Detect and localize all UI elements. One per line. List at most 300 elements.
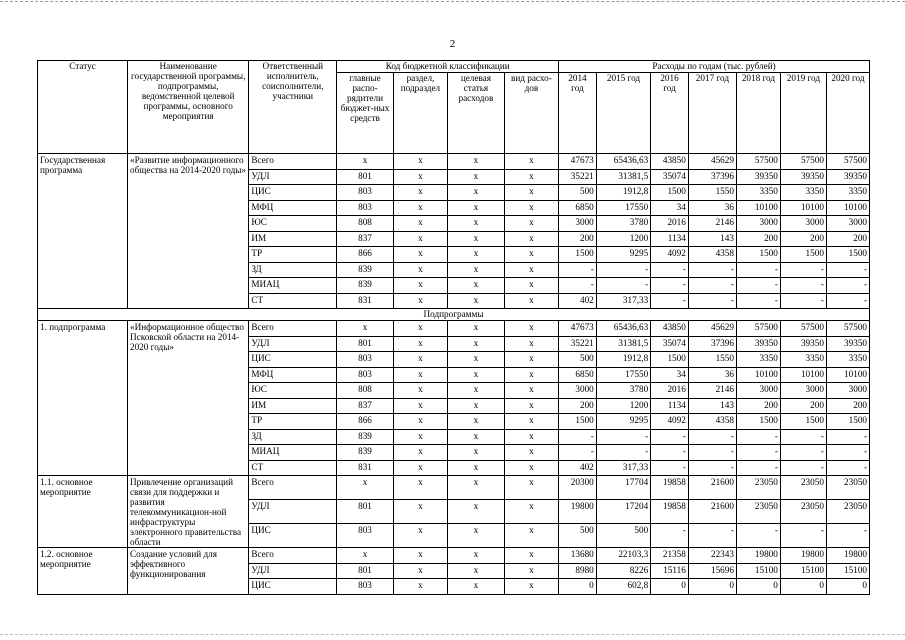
cell-code: x [504, 445, 558, 461]
cell-amount: 65436,63 [596, 321, 650, 337]
cell-executor: ЮС [249, 216, 337, 232]
cell-amount: 13680 [559, 548, 597, 564]
cell-amount: 200 [559, 231, 597, 247]
header-year: 2020 год [826, 73, 869, 154]
cell-amount: 19858 [651, 500, 689, 524]
cell-code: x [504, 352, 558, 368]
cell-executor: МИАЦ [249, 445, 337, 461]
section-row [38, 309, 870, 321]
row-status: 1.2. основное мероприятие [38, 548, 128, 595]
cell-code: x [393, 293, 447, 309]
cell-executor: ТР [249, 247, 337, 263]
cell-amount: 23050 [826, 476, 869, 500]
cell-code: x [504, 200, 558, 216]
cell-code: x [393, 247, 447, 263]
cell-executor: ИМ [249, 231, 337, 247]
row-program-name: Привлечение организаций связи для поддержки и развития телекоммуникацион-ной инфраструктуры электронного правительства области [127, 476, 248, 548]
cell-amount: 57500 [736, 154, 780, 170]
table-row [38, 154, 870, 170]
cell-amount: 602,8 [596, 579, 650, 595]
cell-code: x [504, 383, 558, 399]
cell-code: x [337, 154, 394, 170]
cell-executor: Всего [249, 476, 337, 500]
cell-amount: 3350 [826, 185, 869, 201]
cell-amount: 17704 [596, 476, 650, 500]
cell-amount: 23050 [736, 500, 780, 524]
cell-amount: 37396 [688, 169, 736, 185]
section-subprograms: Подпрограммы [38, 309, 870, 321]
cell-amount: 4358 [688, 247, 736, 263]
row-status: 1. подпрограмма [38, 321, 128, 476]
cell-amount: 2146 [688, 216, 736, 232]
cell-amount: 3000 [780, 383, 826, 399]
cell-code: x [393, 445, 447, 461]
cell-amount: 31381,5 [596, 336, 650, 352]
cell-amount: 43850 [651, 321, 689, 337]
cell-amount: - [780, 262, 826, 278]
cell-executor: ИМ [249, 398, 337, 414]
cell-amount: 10100 [780, 367, 826, 383]
cell-code: x [393, 383, 447, 399]
cell-code: x [393, 500, 447, 524]
cell-amount: 3000 [559, 216, 597, 232]
table-row [38, 476, 870, 500]
cell-amount: - [688, 429, 736, 445]
row-program-name: «Развитие информационного общества на 2014-2020 годы» [127, 154, 248, 309]
cell-code: x [504, 476, 558, 500]
header-name: Наименование государственной программы, подпрограммы, ведомственной целевой программы, основного мероприятия [127, 61, 248, 154]
cell-executor: Всего [249, 548, 337, 564]
cell-amount: 1200 [596, 231, 650, 247]
cell-code: x [504, 460, 558, 476]
cell-amount: 200 [780, 398, 826, 414]
cell-code: x [504, 216, 558, 232]
cell-code: x [337, 548, 394, 564]
cell-code: 839 [337, 445, 394, 461]
cell-code: x [504, 579, 558, 595]
cell-amount: 17550 [596, 367, 650, 383]
cell-amount: 10100 [780, 200, 826, 216]
cell-code: 808 [337, 383, 394, 399]
cell-amount: 1500 [736, 414, 780, 430]
cell-code: x [504, 247, 558, 263]
cell-amount: 65436,63 [596, 154, 650, 170]
cell-amount: 57500 [736, 321, 780, 337]
cell-amount: 1500 [826, 414, 869, 430]
cell-amount: 35074 [651, 336, 689, 352]
cell-amount: 200 [826, 398, 869, 414]
cell-amount: 1200 [596, 398, 650, 414]
cell-amount: 15116 [651, 563, 689, 579]
cell-amount: 3000 [559, 383, 597, 399]
cell-amount: 23050 [780, 476, 826, 500]
cell-code: x [393, 563, 447, 579]
cell-code: x [448, 524, 505, 548]
cell-amount: - [651, 524, 689, 548]
cell-amount: - [559, 445, 597, 461]
cell-code: 803 [337, 200, 394, 216]
cell-amount: 402 [559, 460, 597, 476]
cell-amount: 0 [559, 579, 597, 595]
cell-amount: 10100 [736, 200, 780, 216]
cell-code: x [393, 367, 447, 383]
cell-amount: - [688, 293, 736, 309]
cell-amount: - [826, 278, 869, 294]
cell-code: x [448, 579, 505, 595]
cell-amount: 500 [596, 524, 650, 548]
cell-amount: 3350 [736, 185, 780, 201]
cell-code: x [448, 247, 505, 263]
cell-amount: 3000 [826, 216, 869, 232]
page-number: 2 [449, 38, 456, 50]
row-program-name: Создание условий для эффективного функционирования [127, 548, 248, 595]
cell-code: 839 [337, 262, 394, 278]
cell-executor: Всего [249, 154, 337, 170]
cell-amount: 1500 [826, 247, 869, 263]
cell-amount: 3780 [596, 383, 650, 399]
cell-executor: СТ [249, 293, 337, 309]
cell-code: x [448, 476, 505, 500]
cell-executor: ЦИС [249, 579, 337, 595]
cell-amount: 57500 [826, 321, 869, 337]
cell-amount: 1500 [651, 185, 689, 201]
cell-amount: - [826, 429, 869, 445]
cell-amount: - [559, 262, 597, 278]
cell-amount: 3350 [780, 352, 826, 368]
cell-amount: 21358 [651, 548, 689, 564]
cell-executor: МФЦ [249, 367, 337, 383]
cell-amount: 36 [688, 367, 736, 383]
cell-code: x [393, 154, 447, 170]
cell-amount: 1500 [651, 352, 689, 368]
cell-amount: 10100 [826, 367, 869, 383]
cell-amount: 10100 [736, 367, 780, 383]
cell-amount: - [596, 445, 650, 461]
cell-executor: МФЦ [249, 200, 337, 216]
cell-amount: 22103,3 [596, 548, 650, 564]
cell-code: x [393, 321, 447, 337]
cell-amount: - [736, 445, 780, 461]
cell-amount: 4092 [651, 414, 689, 430]
cell-code: x [393, 524, 447, 548]
cell-amount: 1500 [780, 247, 826, 263]
cell-code: x [504, 321, 558, 337]
cell-amount: 17550 [596, 200, 650, 216]
cell-amount: 500 [559, 524, 597, 548]
cell-executor: ЮС [249, 383, 337, 399]
cell-amount: - [559, 429, 597, 445]
row-status: Государственная программа [38, 154, 128, 309]
cell-code: x [448, 398, 505, 414]
cell-amount: 317,33 [596, 293, 650, 309]
header-code-col: целевая статья расходов [448, 73, 505, 154]
cell-amount: 200 [780, 231, 826, 247]
cell-code: x [393, 169, 447, 185]
cell-code: x [393, 414, 447, 430]
cell-code: x [504, 231, 558, 247]
cell-amount: 0 [736, 579, 780, 595]
cell-amount: - [826, 293, 869, 309]
cell-executor: УДЛ [249, 169, 337, 185]
cell-code: x [504, 563, 558, 579]
cell-amount: - [596, 262, 650, 278]
cell-code: x [393, 336, 447, 352]
cell-executor: СТ [249, 460, 337, 476]
cell-amount: 317,33 [596, 460, 650, 476]
cell-code: x [448, 231, 505, 247]
cell-code: x [337, 476, 394, 500]
cell-code: x [393, 278, 447, 294]
cell-executor: УДЛ [249, 500, 337, 524]
cell-amount: - [780, 460, 826, 476]
cell-amount: 1134 [651, 398, 689, 414]
header-budget-code: Код бюджетной классификации [337, 61, 559, 73]
header-year: 2019 год [780, 73, 826, 154]
cell-code: 803 [337, 579, 394, 595]
cell-code: x [393, 460, 447, 476]
cell-amount: 3000 [736, 383, 780, 399]
cell-amount: 19800 [780, 548, 826, 564]
cell-amount: 200 [736, 398, 780, 414]
cell-executor: МИАЦ [249, 278, 337, 294]
cell-amount: 1550 [688, 352, 736, 368]
cell-amount: 1912,8 [596, 185, 650, 201]
cell-amount: 34 [651, 367, 689, 383]
cell-code: x [504, 293, 558, 309]
cell-amount: 3000 [736, 216, 780, 232]
cell-amount: 57500 [826, 154, 869, 170]
budget-table [37, 60, 870, 595]
row-program-name: «Информационное общество Псковской области на 2014-2020 годы» [127, 321, 248, 476]
cell-amount: 31381,5 [596, 169, 650, 185]
cell-amount: - [651, 460, 689, 476]
cell-amount: 45629 [688, 154, 736, 170]
cell-code: x [393, 200, 447, 216]
cell-code: 831 [337, 293, 394, 309]
cell-code: x [504, 398, 558, 414]
cell-amount: 3000 [780, 216, 826, 232]
cell-code: x [448, 563, 505, 579]
cell-amount: 43850 [651, 154, 689, 170]
cell-amount: 1912,8 [596, 352, 650, 368]
cell-code: 839 [337, 429, 394, 445]
cell-code: 803 [337, 367, 394, 383]
cell-amount: - [736, 460, 780, 476]
cell-amount: - [596, 278, 650, 294]
cell-amount: - [736, 278, 780, 294]
cell-amount: 2146 [688, 383, 736, 399]
scan-edge-top [0, 1, 905, 2]
cell-amount: 19858 [651, 476, 689, 500]
cell-code: x [448, 460, 505, 476]
cell-amount: 3350 [736, 352, 780, 368]
cell-amount: 1134 [651, 231, 689, 247]
header-year: 2014 год [559, 73, 597, 154]
cell-amount: - [651, 429, 689, 445]
cell-executor: ЦИС [249, 524, 337, 548]
cell-executor: ЗД [249, 262, 337, 278]
cell-code: 803 [337, 352, 394, 368]
cell-amount: 200 [826, 231, 869, 247]
cell-code: 839 [337, 278, 394, 294]
header-year: 2015 год [596, 73, 650, 154]
cell-amount: 9295 [596, 247, 650, 263]
cell-code: x [393, 352, 447, 368]
cell-amount: 1500 [736, 247, 780, 263]
cell-amount: 15100 [780, 563, 826, 579]
cell-executor: ЦИС [249, 352, 337, 368]
cell-amount: - [596, 429, 650, 445]
cell-code: x [448, 548, 505, 564]
cell-amount: 39350 [780, 169, 826, 185]
cell-amount: 35221 [559, 169, 597, 185]
cell-amount: 3350 [826, 352, 869, 368]
cell-code: x [504, 414, 558, 430]
cell-amount: 10100 [826, 200, 869, 216]
cell-amount: 39350 [780, 336, 826, 352]
table-row [38, 548, 870, 564]
cell-amount: 6850 [559, 200, 597, 216]
cell-executor: ТР [249, 414, 337, 430]
cell-amount: 19800 [559, 500, 597, 524]
cell-amount: 0 [780, 579, 826, 595]
cell-code: x [393, 548, 447, 564]
cell-amount: 15100 [826, 563, 869, 579]
cell-amount: 4092 [651, 247, 689, 263]
cell-executor: УДЛ [249, 563, 337, 579]
cell-amount: 19800 [736, 548, 780, 564]
cell-amount: 45629 [688, 321, 736, 337]
cell-amount: 39350 [826, 169, 869, 185]
cell-amount: 36 [688, 200, 736, 216]
scan-edge-bottom [0, 634, 905, 635]
header-code-col: главные распо-рядители бюджет-ных средств [337, 73, 394, 154]
cell-amount: 39350 [736, 336, 780, 352]
cell-amount: 143 [688, 231, 736, 247]
cell-executor: ЦИС [249, 185, 337, 201]
cell-code: x [448, 321, 505, 337]
cell-code: 837 [337, 231, 394, 247]
cell-amount: 15100 [736, 563, 780, 579]
cell-amount: - [651, 262, 689, 278]
cell-amount: 22343 [688, 548, 736, 564]
cell-amount: - [826, 460, 869, 476]
cell-amount: - [780, 524, 826, 548]
cell-amount: - [688, 460, 736, 476]
cell-amount: 0 [688, 579, 736, 595]
cell-code: x [448, 429, 505, 445]
cell-amount: 15696 [688, 563, 736, 579]
cell-code: x [448, 154, 505, 170]
header-status: Статус [38, 61, 128, 154]
table-row [38, 321, 870, 337]
row-status: 1.1. основное мероприятие [38, 476, 128, 548]
cell-amount: - [826, 524, 869, 548]
cell-code: 801 [337, 563, 394, 579]
header-year: 2017 год [688, 73, 736, 154]
cell-code: x [448, 383, 505, 399]
cell-amount: 21600 [688, 500, 736, 524]
cell-amount: 500 [559, 352, 597, 368]
cell-amount: 47673 [559, 154, 597, 170]
cell-amount: - [651, 445, 689, 461]
cell-code: x [448, 352, 505, 368]
cell-code: 803 [337, 185, 394, 201]
cell-code: x [504, 336, 558, 352]
cell-code: 831 [337, 460, 394, 476]
cell-executor: УДЛ [249, 336, 337, 352]
header-year: 2018 год [736, 73, 780, 154]
header-executor: Ответственный исполнитель, соисполнители, участники [249, 61, 337, 154]
cell-code: x [393, 231, 447, 247]
cell-amount: 1500 [559, 414, 597, 430]
cell-code: x [393, 476, 447, 500]
cell-amount: - [651, 278, 689, 294]
cell-amount: 34 [651, 200, 689, 216]
cell-amount: - [780, 293, 826, 309]
cell-amount: 20300 [559, 476, 597, 500]
cell-amount: 6850 [559, 367, 597, 383]
cell-amount: 37396 [688, 336, 736, 352]
cell-code: x [448, 278, 505, 294]
cell-amount: 2016 [651, 383, 689, 399]
cell-amount: - [780, 429, 826, 445]
cell-amount: 57500 [780, 321, 826, 337]
header-code-col: раздел, подраздел [393, 73, 447, 154]
cell-amount: 3350 [780, 185, 826, 201]
cell-code: x [337, 321, 394, 337]
cell-code: x [448, 445, 505, 461]
cell-code: x [448, 200, 505, 216]
cell-code: x [448, 262, 505, 278]
cell-amount: 4358 [688, 414, 736, 430]
cell-code: x [393, 185, 447, 201]
cell-code: x [504, 429, 558, 445]
cell-code: 866 [337, 247, 394, 263]
cell-amount: 2016 [651, 216, 689, 232]
cell-amount: 39350 [736, 169, 780, 185]
cell-amount: - [688, 278, 736, 294]
cell-amount: - [780, 445, 826, 461]
cell-code: x [504, 367, 558, 383]
cell-amount: 143 [688, 398, 736, 414]
cell-code: x [504, 154, 558, 170]
cell-amount: 1500 [780, 414, 826, 430]
cell-amount: - [688, 524, 736, 548]
cell-code: 801 [337, 336, 394, 352]
cell-amount: 9295 [596, 414, 650, 430]
cell-amount: 0 [826, 579, 869, 595]
header-year: 2016 год [651, 73, 689, 154]
cell-code: x [448, 367, 505, 383]
cell-code: x [393, 429, 447, 445]
cell-amount: - [736, 293, 780, 309]
cell-amount: - [736, 524, 780, 548]
cell-code: x [393, 398, 447, 414]
cell-amount: 35074 [651, 169, 689, 185]
cell-code: 801 [337, 500, 394, 524]
cell-executor: Всего [249, 321, 337, 337]
header-code-col: вид расхо-дов [504, 73, 558, 154]
cell-amount: 35221 [559, 336, 597, 352]
cell-amount: 39350 [826, 336, 869, 352]
cell-code: x [448, 169, 505, 185]
header-expenses: Расходы по годам (тыс. рублей) [559, 61, 870, 73]
cell-amount: 3000 [826, 383, 869, 399]
cell-code: x [504, 185, 558, 201]
cell-code: x [448, 336, 505, 352]
cell-amount: 21600 [688, 476, 736, 500]
